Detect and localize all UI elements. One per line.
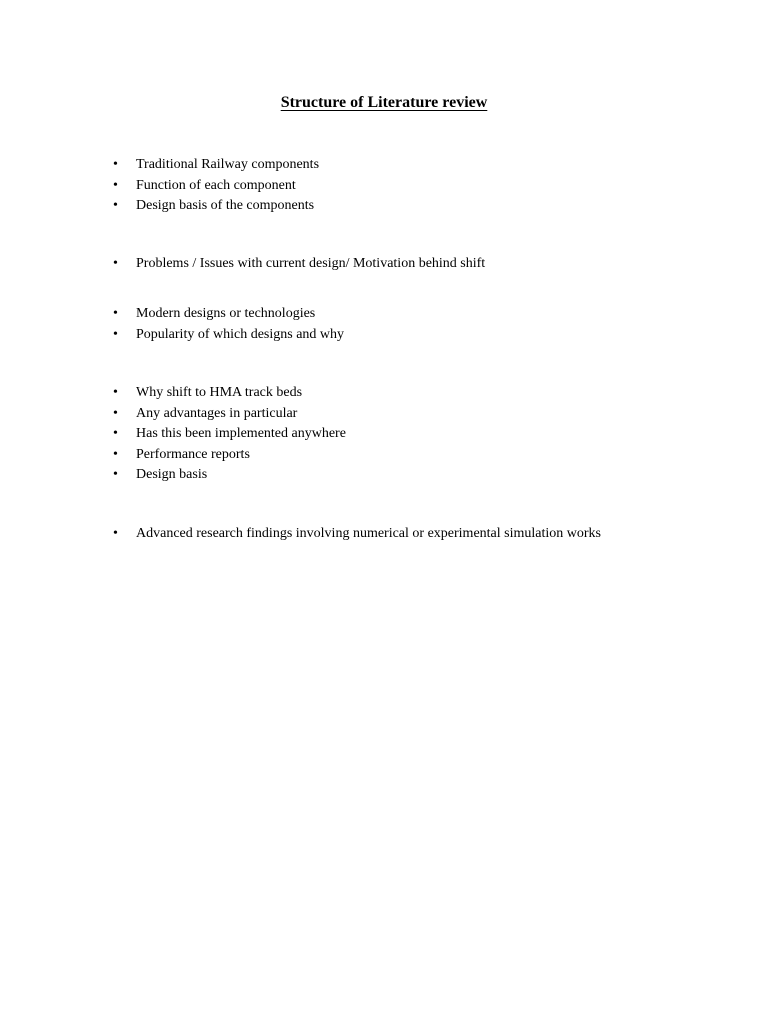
bullet-icon: • [113,157,118,172]
bullet-list-group-3 [0,304,768,345]
bullet-icon: • [113,405,118,421]
list-item-text: Function of each component [136,177,296,193]
bullet-icon: • [113,385,118,400]
bullet-icon: • [113,177,118,193]
list-item-text: Advanced research findings involving numerical or experimental simulation works [136,526,601,541]
bullet-list-group-1 [0,155,768,217]
list-item-text: Has this been implemented anywhere [136,426,346,441]
list-item [0,176,768,197]
page-title: Structure of Literature review [280,94,488,111]
list-item-text: Performance reports [136,446,250,462]
bullet-icon: • [113,467,118,482]
list-item [0,155,768,176]
list-item [0,383,768,404]
bullet-list-group-5 [0,524,768,545]
list-item [0,304,768,325]
list-item-text: Design basis of the components [136,198,315,213]
bullet-icon: • [113,306,118,321]
bullet-icon: • [113,426,118,441]
list-item-text: Popularity of which designs and why [136,326,345,342]
list-item [0,465,768,486]
bullet-list-group-2 [0,254,768,275]
list-item [0,196,768,217]
list-item [0,254,768,275]
bullet-icon: • [113,446,118,462]
list-item-text: Any advantages in particular [136,405,298,421]
list-item [0,404,768,425]
list-item-text: Problems / Issues with current design/ Motivation behind shift [136,256,486,271]
bullet-icon: • [113,526,118,541]
list-item-text: Traditional Railway components [136,157,320,172]
list-item [0,424,768,445]
list-item-text: Design basis [136,467,208,482]
bullet-icon: • [113,256,118,271]
bullet-list-group-4 [0,383,768,486]
list-item-text: Modern designs or technologies [136,306,316,321]
list-item [0,524,768,545]
bullet-icon: • [113,326,118,342]
bullet-icon: • [113,198,118,213]
list-item [0,445,768,466]
list-item-text: Why shift to HMA track beds [136,385,303,400]
list-item [0,325,768,346]
